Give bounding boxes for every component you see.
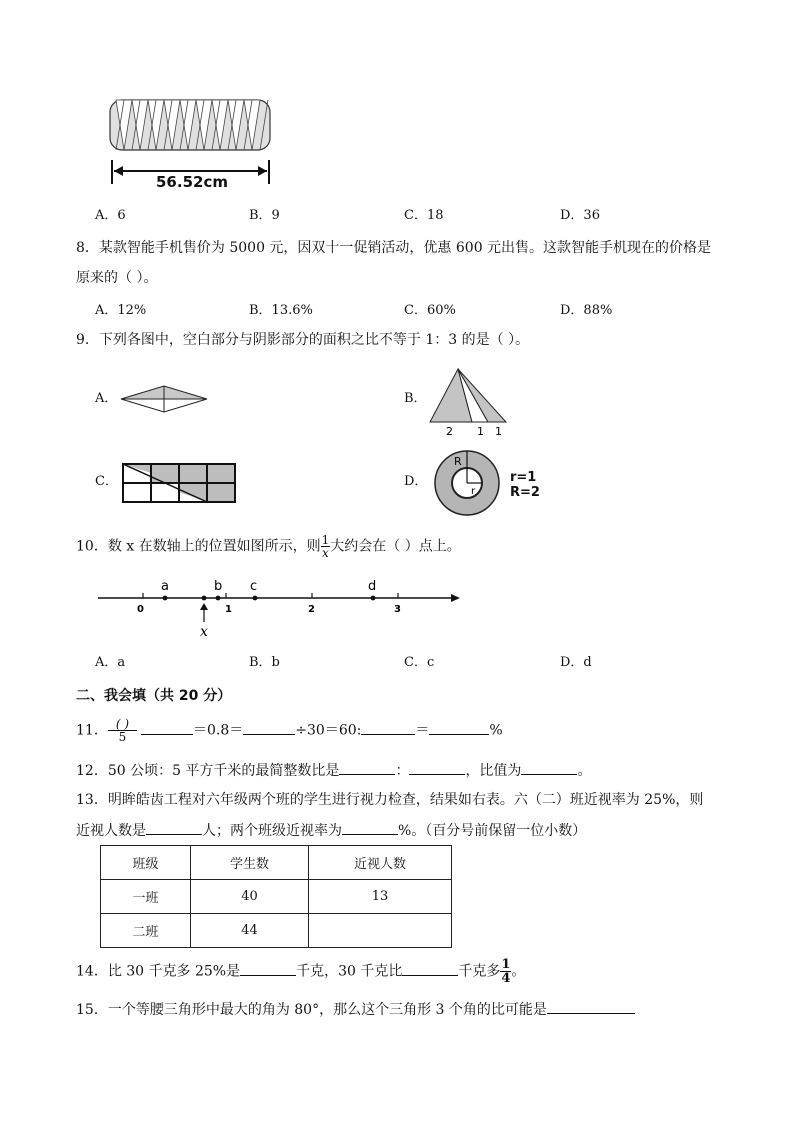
table-header-row <box>101 846 452 880</box>
q9-label-a: A． <box>95 391 118 406</box>
q9-figure-a-rhombus <box>118 384 210 414</box>
ring-label-R: R <box>454 455 462 468</box>
base-label-2: 2 <box>446 425 453 438</box>
q8-option-c: C．60% <box>404 303 456 318</box>
q7-option-c: C．18 <box>404 208 444 223</box>
q7-option-d: D．36 <box>560 208 600 223</box>
q10-option-b: B．b <box>249 655 280 670</box>
q9-figure-d-ring <box>432 448 502 518</box>
q12-end: 。 <box>577 763 592 779</box>
q14-blank-2[interactable] <box>402 961 458 976</box>
q12 <box>76 760 591 781</box>
q10-text-pre: 10．数 x 在数轴上的位置如图所示，则 <box>76 538 321 555</box>
q10-option-c: C．c <box>404 655 435 670</box>
q15-blank[interactable] <box>547 999 635 1014</box>
q13-table <box>100 845 452 948</box>
q12-post: ，比值为 <box>465 763 522 779</box>
q11 <box>76 718 503 743</box>
table-row <box>101 880 452 914</box>
point-label-c: c <box>250 579 258 594</box>
q10-number-line <box>96 572 466 642</box>
q10-fraction <box>321 534 331 559</box>
q11-frac-num: ( ) <box>108 718 137 731</box>
q8-option-d: D．88% <box>560 303 613 318</box>
q11-blank-1[interactable] <box>243 720 295 735</box>
q13-line1: 13．明眸皓齿工程对六年级两个班的学生进行视力检查，结果如右表。六（二）班近视率为 25%，则 <box>76 792 704 808</box>
q11-part1: ＝0.8＝ <box>193 722 244 739</box>
q12-blank-1[interactable] <box>339 760 395 775</box>
table-row <box>101 914 452 948</box>
q9-figure-c-grid <box>121 462 237 504</box>
q15 <box>76 999 635 1020</box>
q14-frac-num: 1 <box>501 957 511 972</box>
q13-blank-1[interactable] <box>146 820 202 835</box>
table-header-cell: 班级 <box>101 846 191 880</box>
q12-mid: ： <box>395 763 410 779</box>
q13-line2-pre: 近视人数是 <box>76 823 146 839</box>
q14-mid: 千克，30 千克比 <box>296 963 403 980</box>
q8-line1: 8．某款智能手机售价为 5000 元，因双十一促销活动，优惠 600 元出售。这款智能手机现在的价格是 <box>76 240 712 256</box>
q9-figure-b-triangle <box>424 364 516 438</box>
tick-label-0: 0 <box>137 604 144 615</box>
section2-title: 二、我会填（共 20 分） <box>76 688 232 704</box>
q15-text: 15．一个等腰三角形中最大的角为 80°，那么这个三角形 3 个角的比可能是 <box>76 1002 547 1018</box>
q11-part4: % <box>489 722 503 739</box>
q11-frac-den: 5 <box>118 730 127 744</box>
q9-question: 9．下列各图中，空白部分与阴影部分的面积之比不等于 1：3 的是（ ）。 <box>76 332 530 348</box>
q9-label-b: B． <box>404 391 427 406</box>
q11-blank-under-frac[interactable] <box>141 720 193 735</box>
grid-shaded-cell-1 <box>151 464 179 483</box>
q14-pre: 14．比 30 千克多 25%是 <box>76 963 241 980</box>
q14-frac-den: 4 <box>501 971 511 986</box>
q8-line2: 原来的（ ）。 <box>76 270 158 286</box>
q9-d-note-R: R=2 <box>510 485 540 500</box>
q7-measure-label: 56.52cm <box>156 173 228 191</box>
q11-part2: ÷30＝60: <box>295 722 362 739</box>
ring-label-r: r <box>471 486 476 497</box>
measure-arrow-right <box>258 166 267 176</box>
q14-blank-1[interactable] <box>240 961 296 976</box>
table-cell: 一班 <box>101 880 191 914</box>
table-cell: 44 <box>191 914 309 948</box>
point-label-b: b <box>214 579 223 594</box>
q12-blank-3[interactable] <box>521 760 577 775</box>
q10-text-post: 大约会在（ ）点上。 <box>330 538 461 555</box>
q13-line2-mid: 人；两个班级近视率为 <box>202 823 342 839</box>
q11-num: 11． <box>76 722 108 739</box>
q11-blank-2[interactable] <box>361 720 415 735</box>
grid-shaded-triangle-2 <box>179 483 207 502</box>
table-header-cell: 学生数 <box>191 846 309 880</box>
q8-option-a: A．12% <box>95 303 147 318</box>
point-label-d: d <box>368 579 377 594</box>
q13-blank-2[interactable] <box>342 820 398 835</box>
q9-label-d: D． <box>404 474 428 489</box>
q14-fraction <box>500 958 511 985</box>
x-label: x <box>200 624 208 640</box>
number-line-arrow <box>451 594 460 602</box>
grid-shaded-cell-2 <box>179 464 207 483</box>
table-header-cell: 近视人数 <box>309 846 452 880</box>
table-cell[interactable] <box>309 914 452 948</box>
q12-blank-2[interactable] <box>409 760 465 775</box>
q13-line2-post: %。（百分号前保留一位小数） <box>398 823 587 839</box>
base-label-1a: 1 <box>477 425 484 438</box>
measure-arrow-left <box>114 166 123 176</box>
q11-fraction <box>108 718 137 743</box>
table-cell: 二班 <box>101 914 191 948</box>
q7-option-a: A．6 <box>95 208 126 223</box>
grid-shaded-cell-3 <box>207 464 235 483</box>
q10-question <box>76 534 461 559</box>
q9-d-note-r: r=1 <box>510 470 537 485</box>
point-label-a: a <box>161 579 169 594</box>
q14-post: 千克多 <box>458 963 501 980</box>
x-pointer-arrow <box>200 603 208 610</box>
q13-line2 <box>76 820 586 841</box>
table-cell: 13 <box>309 880 452 914</box>
q9-label-c: C． <box>95 474 118 489</box>
q14-end: 。 <box>511 963 526 980</box>
q10-option-d: D．d <box>560 655 592 670</box>
base-label-1b: 1 <box>495 425 502 438</box>
grid-shaded-cell-4 <box>207 483 235 502</box>
q14 <box>76 958 525 985</box>
tick-label-2: 2 <box>308 604 315 615</box>
number-line-ticks <box>143 593 398 598</box>
q10-frac-den: x <box>322 546 329 560</box>
tick-label-1: 1 <box>225 604 232 615</box>
tick-label-3: 3 <box>394 604 401 615</box>
q11-part3: ＝ <box>415 722 430 739</box>
q12-pre: 12．50 公顷：5 平方千米的最简整数比是 <box>76 763 340 779</box>
q8-option-b: B．13.6% <box>249 303 313 318</box>
q10-option-a: A．a <box>95 655 126 670</box>
q10-frac-num: 1 <box>321 533 330 547</box>
table-cell: 40 <box>191 880 309 914</box>
q11-blank-3[interactable] <box>429 720 489 735</box>
q7-option-b: B．9 <box>249 208 280 223</box>
